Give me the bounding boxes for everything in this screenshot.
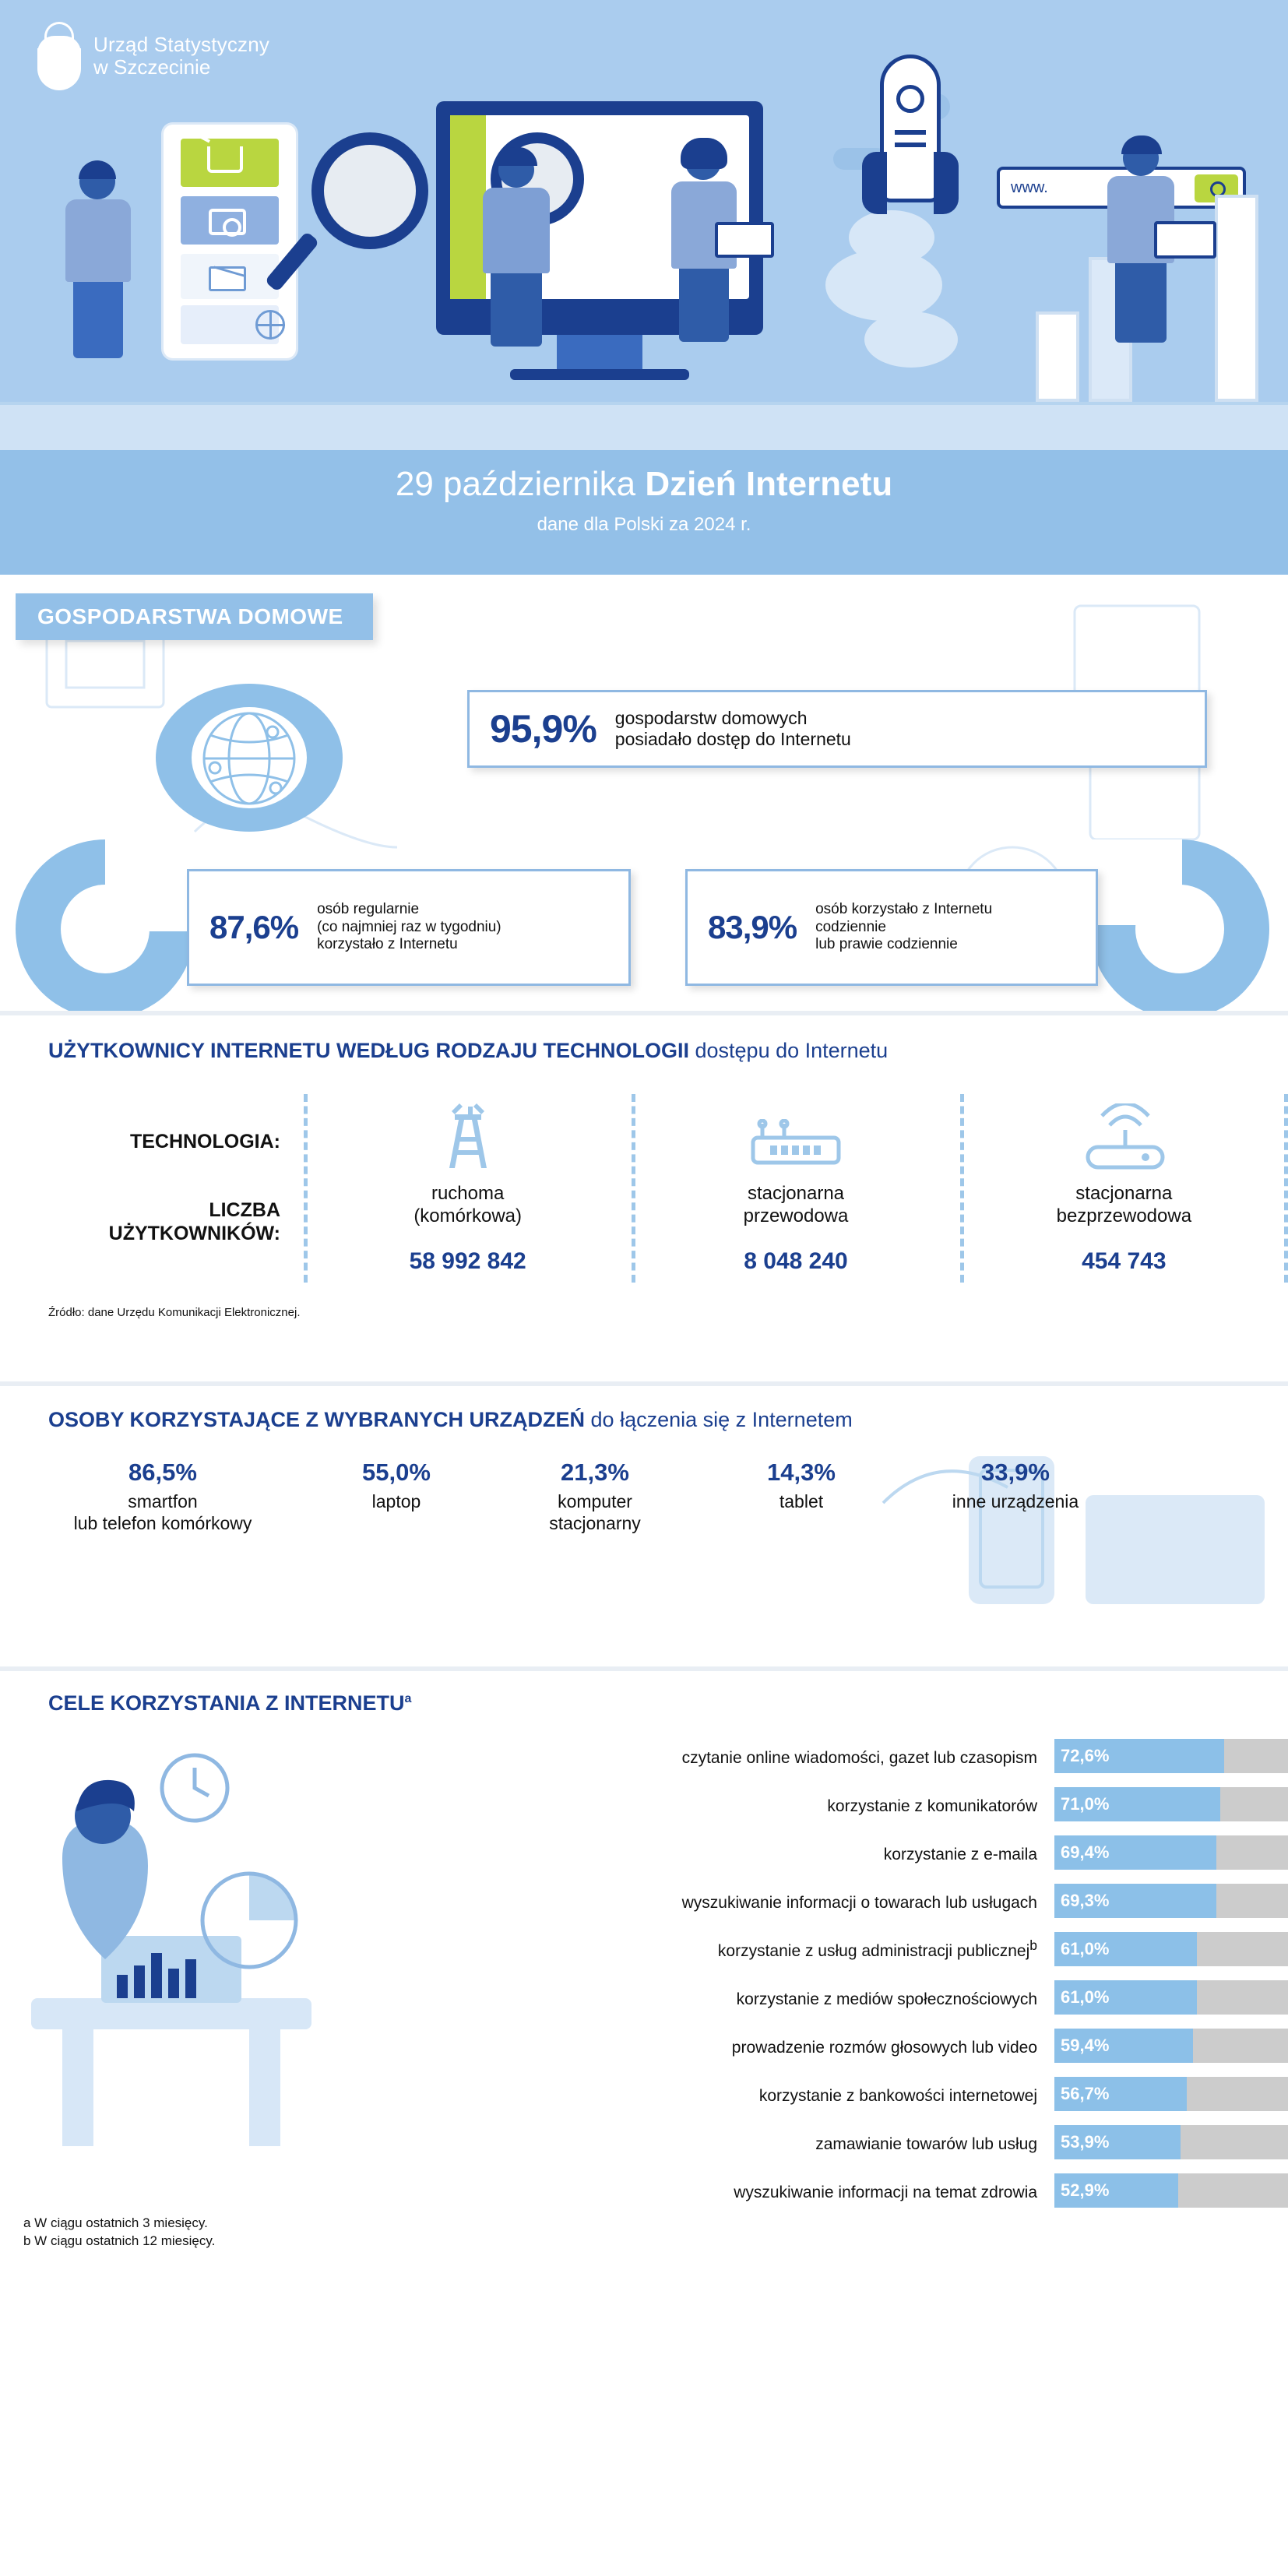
smartphone-illustration: [164, 125, 296, 358]
technology-column-mobile: [304, 1094, 632, 1283]
technology-value: 454 743: [1082, 1248, 1167, 1274]
bar-label: zamawianie towarów lub usług: [815, 2135, 1037, 2153]
bar-row: [0, 2025, 1288, 2066]
donut-chart-right: [1090, 839, 1269, 1011]
bar-value: 52,9%: [1061, 2180, 1110, 2200]
technology-column-fixed-wired: [632, 1094, 959, 1283]
logo-line-2: w Szczecinie: [93, 55, 211, 79]
bar-value: 59,4%: [1061, 2036, 1110, 2055]
device-item: [704, 1459, 899, 1534]
page-title: [0, 467, 1288, 501]
hero-illustration: [0, 0, 1288, 450]
technology-column-fixed-wireless: [960, 1094, 1288, 1283]
bar-label: prowadzenie rozmów głosowych lub video: [731, 2039, 1037, 2057]
donut-chart-left: [16, 839, 195, 1011]
bar-row: [0, 1832, 1288, 1873]
technology-table: [0, 1094, 1288, 1283]
globe-icon: [195, 704, 304, 813]
bar-label: wyszukiwanie informacji na temat zdrowia: [734, 2184, 1037, 2201]
bar-label: korzystanie z komunikatorów: [827, 1797, 1037, 1815]
bar-column: [1036, 311, 1079, 402]
heading-bold-part: OSOBY KORZYSTAJĄCE Z WYBRANYCH URZĄDZEŃ: [48, 1408, 591, 1431]
bar-chart: [0, 1736, 1288, 2211]
rocket-icon: [880, 55, 941, 202]
device-label: laptop: [371, 1491, 421, 1511]
bar-track: [1054, 1932, 1288, 1966]
bar-row: [0, 2170, 1288, 2211]
device-percent: 21,3%: [561, 1459, 629, 1486]
device-item: [19, 1459, 307, 1534]
bar-track: [1054, 1884, 1288, 1918]
logo-line-1: Urząd Statystyczny: [93, 32, 270, 56]
stat-card-daily-users: [685, 869, 1098, 986]
bar-value: 69,3%: [1061, 1891, 1110, 1910]
heading-thin-part: dostępu do Internetu: [695, 1039, 889, 1062]
footnote-b: b W ciągu ostatnich 12 miesięcy.: [23, 2233, 216, 2249]
cell-tower-icon: [311, 1102, 624, 1174]
bar-label: korzystanie z mediów społecznościowych: [736, 1990, 1037, 2008]
bar-track: [1054, 2125, 1288, 2159]
bar-row: [0, 1784, 1288, 1825]
label-user-count: LICZBA UŻYTKOWNIKÓW:: [108, 1199, 280, 1245]
title-main: Dzień Internetu: [645, 465, 893, 503]
title-date: 29 października: [395, 465, 646, 503]
section-heading-technology: [0, 1039, 1288, 1063]
stat-desc-line-1: osób regularnie: [317, 901, 420, 918]
bar-value: 69,4%: [1061, 1842, 1110, 1862]
bar-row: [0, 1929, 1288, 1969]
stat-card-regular-users: [187, 869, 631, 986]
technology-name: stacjonarna bezprzewodowa: [1056, 1183, 1192, 1226]
globe-icon: [255, 310, 285, 340]
bar-label: wyszukiwanie informacji o towarach lub usługach: [681, 1894, 1037, 1912]
cart-icon: [207, 146, 243, 173]
wifi-router-icon: [968, 1102, 1280, 1174]
source-note-technology: Źródło: dane Urzędu Komunikacji Elektronicznej.: [48, 1305, 301, 1319]
bar-track: [1054, 1787, 1288, 1821]
stat-value: 87,6%: [209, 909, 299, 945]
bar-value: 53,9%: [1061, 2132, 1110, 2152]
section-purposes: [0, 1671, 1288, 2263]
device-item: [899, 1459, 1132, 1534]
section-heading-purposes: [0, 1691, 1288, 1716]
bar-value: 61,0%: [1061, 1987, 1110, 2007]
camera-icon: [209, 209, 246, 235]
bar-track: [1054, 2077, 1288, 2111]
label-technology: TECHNOLOGIA:: [129, 1131, 280, 1153]
bar-row: [0, 2122, 1288, 2163]
device-label: tablet: [779, 1491, 824, 1511]
technology-value: 8 048 240: [744, 1248, 848, 1274]
bar-track: [1054, 2173, 1288, 2208]
logo: [36, 20, 269, 92]
device-label: smartfon lub telefon komórkowy: [73, 1491, 252, 1533]
bar-row: [0, 1977, 1288, 2018]
heading-text: CELE KORZYSTANIA Z INTERNETU: [48, 1691, 405, 1715]
stat-card-internet-access: [467, 690, 1207, 768]
stat-desc-line-2: posiadało dostęp do Internetu: [614, 729, 851, 749]
device-item: [486, 1459, 704, 1534]
title-band: [0, 450, 1288, 575]
bar-label: korzystanie z usług administracji publicznej$^b$: [717, 1937, 1037, 1960]
device-label: komputer stacjonarny: [549, 1491, 641, 1533]
device-percent: 55,0%: [362, 1459, 431, 1486]
stat-desc-line-3: lub prawie codziennie: [815, 936, 958, 953]
bar-value: 71,0%: [1061, 1794, 1110, 1814]
footnote-a: a W ciągu ostatnich 3 miesięcy.: [23, 2215, 208, 2231]
devices-list: [0, 1459, 1288, 1534]
stat-desc-line-2: codziennie: [815, 918, 886, 935]
bar-track: [1054, 1739, 1288, 1773]
bar-value: 61,0%: [1061, 1939, 1110, 1958]
bar-track: [1054, 1980, 1288, 2015]
heading-footnote-marker: a: [404, 1692, 412, 1705]
technology-name: ruchoma (komórkowa): [413, 1183, 523, 1226]
device-percent: 86,5%: [128, 1459, 197, 1486]
device-item: [307, 1459, 486, 1534]
donut-globe-backdrop: [156, 684, 343, 832]
device-percent: 14,3%: [767, 1459, 836, 1486]
stat-desc-line-1: gospodarstw domowych: [614, 707, 808, 728]
heading-thin-part: do łączenia się z Internetem: [590, 1408, 853, 1431]
bar-label: czytanie online wiadomości, gazet lub czasopism: [681, 1749, 1037, 1767]
section-technology: [0, 1015, 1288, 1381]
stat-desc-line-2: (co najmniej raz w tygodniu): [317, 918, 501, 935]
section-households: [0, 575, 1288, 1011]
bar-value: 72,6%: [1061, 1746, 1110, 1765]
stat-value: 95,9%: [490, 707, 596, 751]
magnifier-icon: [311, 132, 428, 249]
stat-desc-line-3: korzystało z Internetu: [317, 936, 458, 953]
bar-row: [0, 2074, 1288, 2114]
bar-row: [0, 1736, 1288, 1776]
search-input-text: www.: [1011, 179, 1048, 196]
technology-value: 58 992 842: [409, 1248, 526, 1274]
device-percent: 33,9%: [981, 1459, 1050, 1486]
technology-row-labels: [0, 1123, 304, 1253]
modem-icon: [639, 1102, 952, 1174]
page-subtitle: dane dla Polski za 2024 r.: [537, 514, 751, 535]
bar-value: 56,7%: [1061, 2084, 1110, 2103]
bar-label: korzystanie z bankowości internetowej: [758, 2087, 1037, 2105]
stat-desc-line-1: osób korzystało z Internetu: [815, 901, 993, 918]
stat-value: 83,9%: [708, 909, 797, 945]
heading-bold-part: UŻYTKOWNICY INTERNETU WEDŁUG RODZAJU TECHNOLOGII: [48, 1039, 695, 1062]
bar-track: [1054, 2029, 1288, 2063]
acorn-logo-icon: [36, 20, 83, 92]
bar-row: [0, 1881, 1288, 1921]
section-devices: [0, 1386, 1288, 1666]
section-ribbon-households: GOSPODARSTWA DOMOWE: [16, 593, 373, 640]
bar-column: [1215, 195, 1258, 402]
device-label: inne urządzenia: [952, 1491, 1079, 1511]
footnotes: [23, 2215, 215, 2250]
bar-label: korzystanie z e-maila: [883, 1846, 1037, 1863]
bar-track: [1054, 1835, 1288, 1870]
technology-name: stacjonarna przewodowa: [743, 1183, 849, 1226]
envelope-icon: [209, 266, 246, 291]
